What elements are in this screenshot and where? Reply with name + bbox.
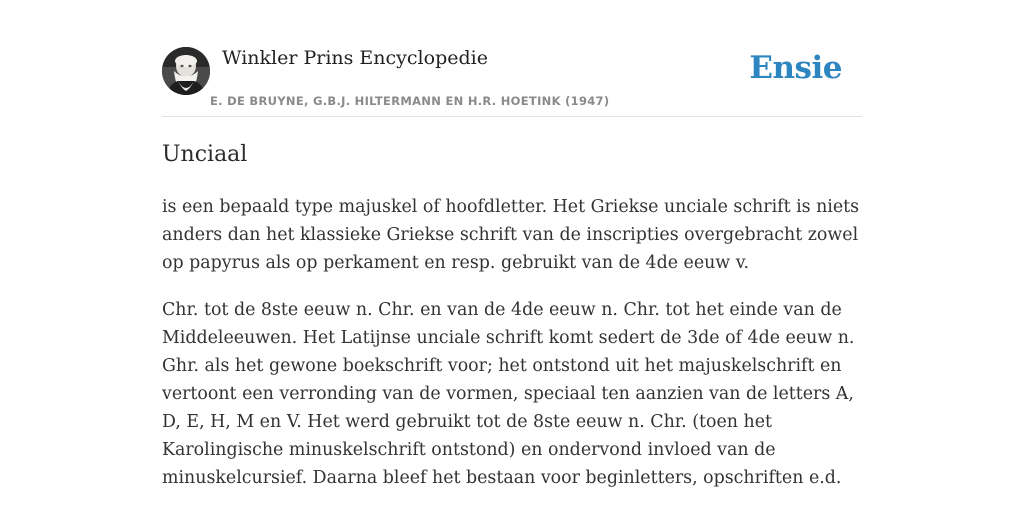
ensie-logo[interactable]: Ensie	[749, 50, 842, 86]
article-body	[162, 193, 862, 492]
article-paragraph: Chr. tot de 8ste eeuw n. Chr. en van de 4de eeuw n. Chr. tot het einde van de Middeleeuwen. Het Latijnse unciale schrift komt sedert de 3de of 4de eeuw n. Ghr. als het gewone boekschrift voor; het ontstond uit het majuskelschrift en vertoont een verronding van de vormen, speciaal ten aanzien van de letters A, D, E, H, M en V. Het werd gebruikt tot de 8ste eeuw n. Chr. (toen het Karolingische minuskelschrift ontstond) en ondervond invloed van de minuskelcursief. Daarna bleef het bestaan voor beginletters, opschriften e.d.	[162, 300, 855, 488]
page-title: Unciaal	[162, 142, 248, 167]
author-portrait-icon	[162, 47, 210, 95]
site-header	[162, 44, 862, 117]
site-title[interactable]: Winkler Prins Encyclopedie	[222, 47, 488, 69]
site-subtitle: E. DE BRUYNE, G.B.J. HILTERMANN EN H.R. HOETINK (1947)	[210, 94, 610, 108]
article	[162, 136, 862, 492]
article-paragraph: is een bepaald type majuskel of hoofdletter. Het Griekse unciale schrift is niets anders dan het klassieke Griekse schrift van de inscripties overgebracht zowel op papyrus als op perkament en resp. gebruikt van de 4de eeuw v.	[162, 197, 860, 273]
